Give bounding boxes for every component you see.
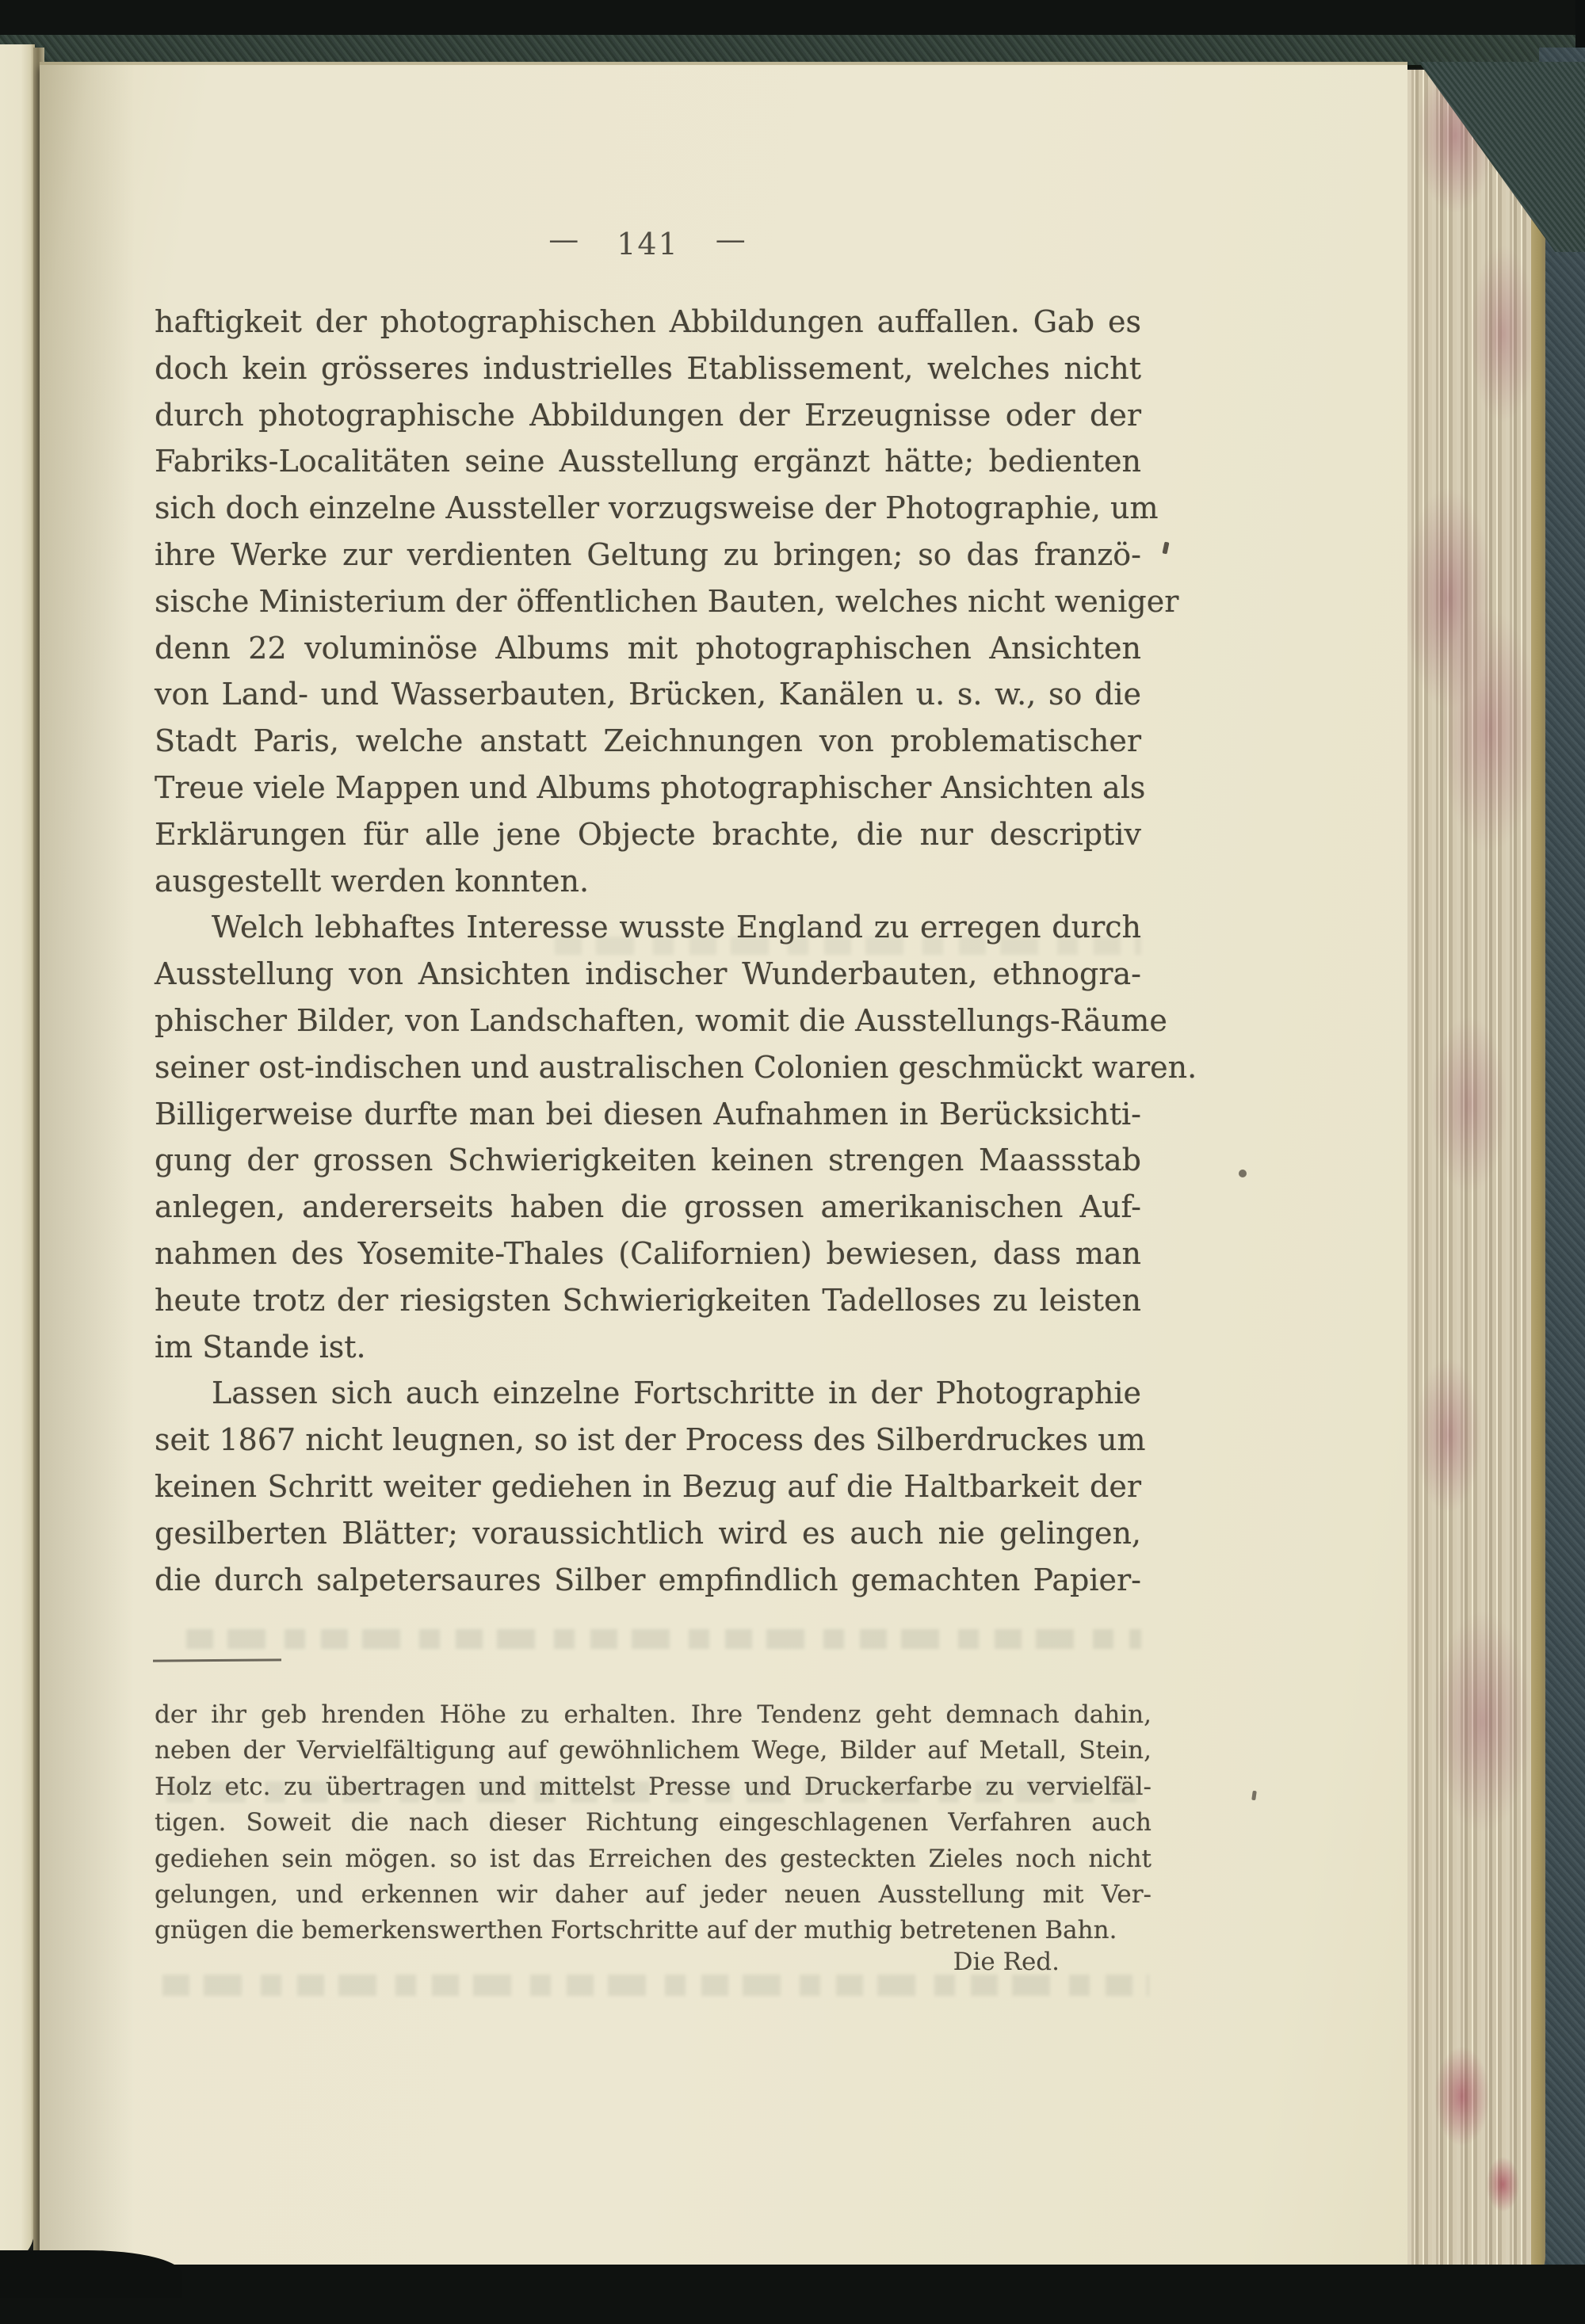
page-edge-deckle: [1531, 70, 1545, 2272]
text-line: gnügen die bemerkenswerthen Fortschritte auf der muthig betretenen Bahn.: [155, 1916, 1117, 1945]
text-line: gediehen sein mögen. so ist das Erreichen des gesteckten Zieles noch nicht: [155, 1844, 1152, 1873]
text-line: Erklärungen für alle jene Objecte brachte, die nur descriptiv: [155, 816, 1141, 852]
footnote-text-block: [155, 1697, 1152, 1949]
text-line: Welch lebhaftes Interesse wusste England zu erregen durch: [212, 910, 1141, 945]
text-line: nahmen des Yosemite-Thales (Californien) bewiesen, dass man: [155, 1235, 1141, 1271]
text-line: Holz etc. zu übertragen und mittelst Presse und Druckerfarbe zu vervielfäl-: [155, 1772, 1152, 1801]
folio-dash-right: —: [715, 222, 747, 257]
text-line: von Land- und Wasserbauten, Brücken, Kanälen u. s. w., so die: [155, 677, 1141, 712]
scan-background-bottom: [0, 2265, 1585, 2324]
text-line: neben der Vervielfältigung auf gewöhnlichem Wege, Bilder auf Metall, Stein,: [155, 1736, 1152, 1765]
page-edge-marbling: [1407, 70, 1544, 2272]
text-line: Lassen sich auch einzelne Fortschritte in der Photographie: [212, 1376, 1141, 1411]
text-line: Treue viele Mappen und Albums photographischer Ansichten als: [155, 769, 1146, 805]
gutter-shadow: [40, 62, 135, 2282]
show-through-text: [186, 1629, 1141, 1649]
text-line: denn 22 voluminöse Albums mit photographischen Ansichten: [155, 630, 1141, 666]
text-line: der ihr geb hrenden Höhe zu erhalten. Ihre Tendenz geht demnach dahin,: [155, 1700, 1152, 1729]
text-line: Ausstellung von Ansichten indischer Wunderbauten, ethnogra-: [155, 956, 1141, 992]
text-line: seit 1867 nicht leugnen, so ist der Process des Silberdruckes um: [155, 1422, 1146, 1458]
text-line: gelungen, und erkennen wir daher auf jeder neuen Ausstellung mit Ver-: [155, 1879, 1152, 1909]
scan-shadow-bottom-left: [0, 2250, 182, 2298]
folio-dash-left: —: [548, 222, 581, 257]
text-line: Billigerweise durfte man bei diesen Aufnahmen in Berücksichti-: [155, 1096, 1141, 1131]
text-line: sische Ministerium der öffentlichen Bauten, welches nicht weniger: [155, 583, 1179, 619]
text-line: phischer Bilder, von Landschaften, womit die Ausstellungs-Räume: [155, 1002, 1167, 1038]
ink-speck: [1239, 1170, 1247, 1177]
text-line: im Stande ist.: [155, 1329, 366, 1364]
text-line: ausgestellt werden konnten.: [155, 863, 590, 899]
page-number: 141: [617, 227, 679, 261]
footnote-signature: Die Red.: [953, 1948, 1060, 1976]
text-line: gung der grossen Schwierigkeiten keinen strengen Maassstab: [155, 1143, 1141, 1178]
text-line: durch photographische Abbildungen der Erzeugnisse oder der: [155, 397, 1141, 433]
text-line: seiner ost-indischen und australischen Colonien geschmückt waren.: [155, 1049, 1197, 1085]
text-line: haftigkeit der photographischen Abbildungen auffallen. Gab es: [155, 304, 1141, 339]
text-line: anlegen, andererseits haben die grossen amerikanischen Auf-: [155, 1189, 1141, 1225]
book-cover-cloth-right: [1539, 48, 1585, 2324]
scan-background-top: [0, 0, 1585, 40]
text-line: gesilberten Blätter; voraussichtlich wird es auch nie gelingen,: [155, 1515, 1141, 1551]
text-line: Fabriks-Localitäten seine Ausstellung ergänzt hätte; bedienten: [155, 444, 1141, 479]
text-line: tigen. Soweit die nach dieser Richtung eingeschlagenen Verfahren auch: [155, 1808, 1152, 1837]
text-line: sich doch einzelne Aussteller vorzugsweise der Photographie, um: [155, 490, 1159, 526]
facing-page-sliver: [0, 44, 35, 2258]
text-line: ihre Werke zur verdienten Geltung zu bringen; so das franzö-: [155, 536, 1141, 572]
text-line: die durch salpetersaures Silber empfindlich gemachten Papier-: [155, 1562, 1141, 1597]
text-line: Stadt Paris, welche anstatt Zeichnungen von problematischer: [155, 723, 1141, 759]
page-number-header: [155, 222, 1141, 263]
text-line: keinen Schritt weiter gediehen in Bezug auf die Haltbarkeit der: [155, 1468, 1141, 1504]
body-text-block: [155, 299, 1197, 1603]
text-line: heute trotz der riesigsten Schwierigkeiten Tadelloses zu leisten: [155, 1282, 1141, 1318]
text-line: doch kein grösseres industrielles Etablissement, welches nicht: [155, 350, 1141, 386]
